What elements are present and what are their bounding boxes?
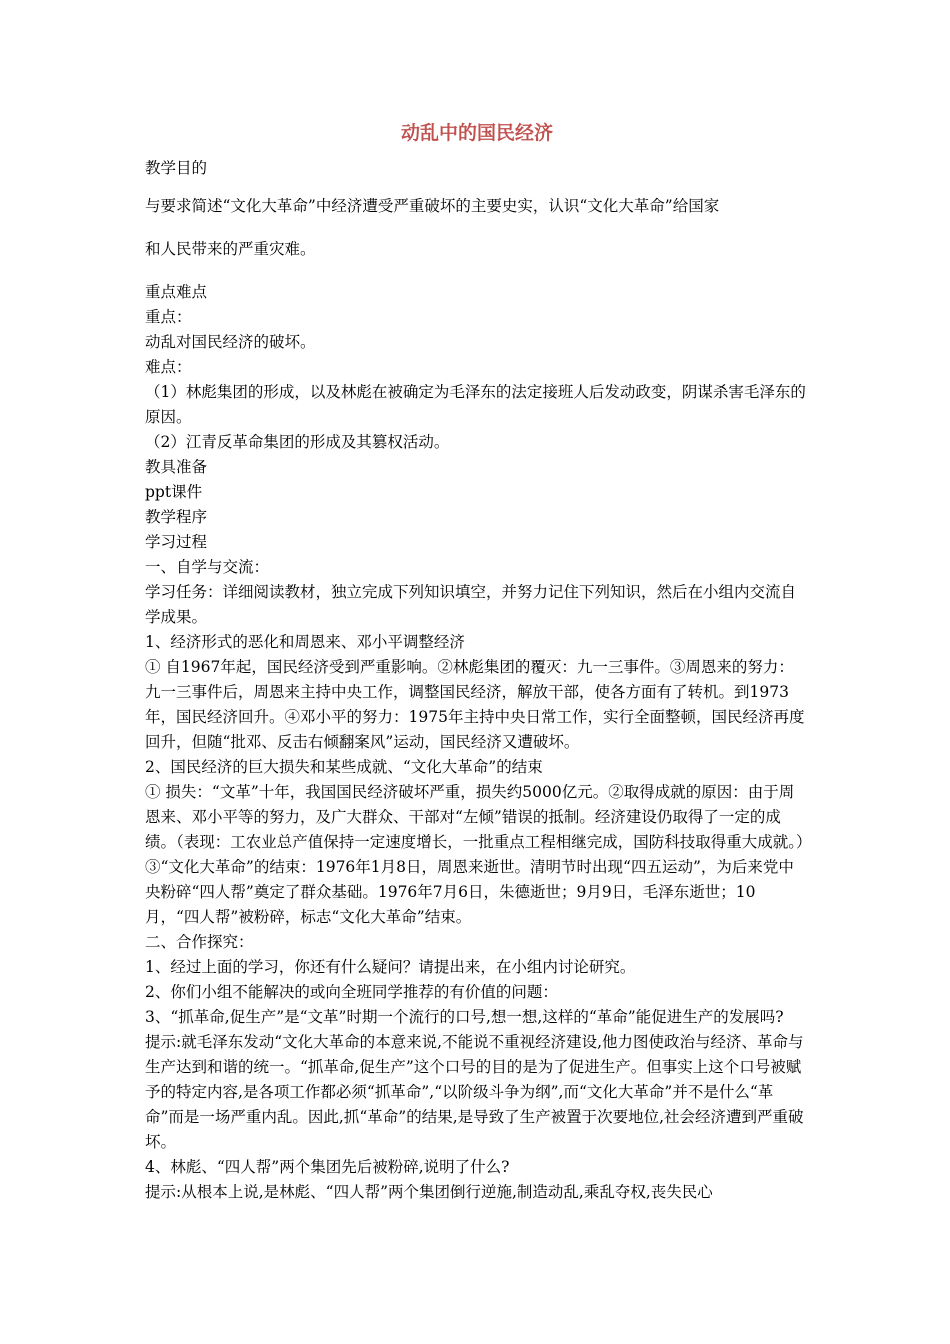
question-3: 3、“抓革命,促生产”是“文革”时期一个流行的口号,想一想,这样的“革命”能促进生产的发展吗?: [145, 1008, 784, 1026]
difficulty-item-2: （2）江青反革命集团的形成及其篡权活动。: [145, 433, 450, 451]
goal-text-line-2: 和人民带来的严重灾难。: [145, 240, 316, 258]
item-2-heading: 2、国民经济的巨大损失和某些成就、“文化大革命”的结束: [145, 758, 543, 776]
teaching-aids-text: ppt课件: [145, 483, 203, 501]
question-1: 1、经过上面的学习，你还有什么疑问？请提出来，在小组内讨论研究。: [145, 958, 636, 976]
section-heading-teaching-aids: 教具准备: [145, 458, 208, 476]
part-one-heading: 一、自学与交流：: [145, 558, 270, 576]
item-1-content: ① 自1967年起，国民经济受到严重影响。②林彪集团的覆灭：九一三事件。③周恩来的努力：九一三事件后，周恩来主持中央工作，调整国民经济，解放干部，使各方面有了转机。到1973年，国民经济回升。④邓小平的努力：1975年主持中央日常工作，实行全面整顿，国民经济再度回升，但随“批邓、反击右倾翻案风”运动，国民经济又遭破坏。: [145, 658, 805, 751]
difficulty-item-1: （1）林彪集团的形成，以及林彪在被确定为毛泽东的法定接班人后发动政变，阴谋杀害毛泽东的原因。: [145, 383, 806, 426]
section-heading-teaching-goals: 教学目的: [145, 159, 208, 177]
document-page: [145, 118, 809, 1205]
part-two-heading: 二、合作探究：: [145, 933, 254, 951]
question-2: 2、你们小组不能解决的或向全班同学推荐的有价值的问题：: [145, 983, 558, 1001]
item-2-content: ① 损失：“文革”十年，我国国民经济破坏严重，损失约5000亿元。②取得成就的原因：由于周恩来、邓小平等的努力，及广大群众、干部对“左倾”错误的抵制。经济建设仍取得了一定的成绩。（表现：工农业总产值保持一定速度增长，一批重点工程相继完成，国防科技取得重大成就。）③“文化大革命”的结束：1976年1月8日，周恩来逝世。清明节时出现“四五运动”，为后来党中央粉碎“四人帮”奠定了群众基础。1976年7月6日，朱德逝世；9月9日，毛泽东逝世；10月，“四人帮”被粉碎，标志“文化大革命”结束。: [145, 783, 804, 926]
label-key-point: 重点：: [145, 308, 192, 326]
learning-task-text: 学习任务：详细阅读教材，独立完成下列知识填空，并努力记住下列知识，然后在小组内交流自学成果。: [145, 583, 797, 626]
hint-3: 提示:就毛泽东发动“文化大革命的本意来说,不能说不重视经济建设,他力图使政治与经济、革命与生产达到和谐的统一。“抓革命,促生产”这个口号的目的是为了促进生产。但事实上这个口号被赋予的特定内容,是各项工作都必须“抓革命”,“以阶级斗争为纲”,而“文化大革命”并不是什么“革命”而是一场严重内乱。因此,抓“革命”的结果,是导致了生产被置于次要地位,社会经济遭到严重破坏。: [145, 1033, 804, 1151]
hint-4: 提示:从根本上说,是林彪、“四人帮”两个集团倒行逆施,制造动乱,乘乱夺权,丧失民心: [145, 1183, 713, 1201]
section-heading-learning-process: 学习过程: [145, 533, 208, 551]
key-point-text: 动乱对国民经济的破坏。: [145, 333, 316, 351]
goal-text-line-1: 与要求简述“文化大革命”中经济遭受严重破坏的主要史实，认识“文化大革命”给国家: [145, 197, 720, 215]
question-4: 4、林彪、“四人帮”两个集团先后被粉碎,说明了什么?: [145, 1158, 510, 1176]
document-title: 动乱中的国民经济: [400, 122, 553, 144]
section-heading-teaching-procedure: 教学程序: [145, 508, 208, 526]
section-heading-key-points: 重点难点: [145, 283, 208, 301]
item-1-heading: 1、经济形式的恶化和周恩来、邓小平调整经济: [145, 633, 465, 651]
label-difficulty: 难点：: [145, 358, 192, 376]
